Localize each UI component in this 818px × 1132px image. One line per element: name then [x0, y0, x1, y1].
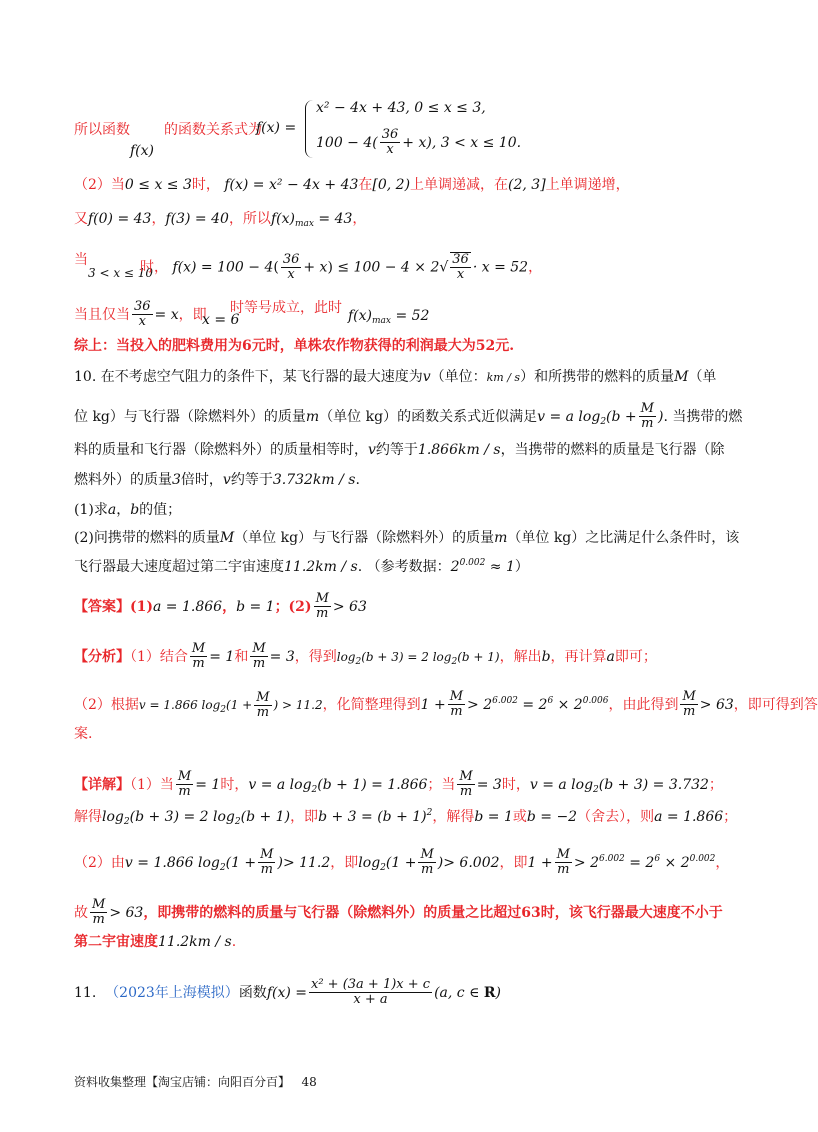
- detail-line-5: 第二宇宙速度11.2km / s.: [74, 934, 237, 950]
- text-line-2: （2）当0 ≤ x ≤ 3时， f(x) = x² − 4x + 43在[0, 2)上单调递减，在(2, 3]上单调递增，: [74, 177, 630, 193]
- text-line-1b: 的函数关系式为: [164, 122, 262, 138]
- q10-part-2b: 飞行器最大速度超过第二宇宙速度11.2km / s. （参考数据：$2^{0.002} \approx 1$）: [74, 558, 529, 575]
- detail-line-4: 故 $\frac{M}{m}$ > 63，即携带的燃料的质量与飞行器（除燃料外）的质量之比超过63时，该飞行器最大速度不小于: [74, 897, 723, 928]
- q10-line-3: 料的质量和飞行器（除燃料外）的质量相等时，v约等于1.866km / s，当携带的燃料的质量是飞行器（除: [74, 442, 725, 458]
- q10-line-1: 10. 在不考虑空气阻力的条件下，某飞行器的最大速度为v（单位：km / s）和所携带的燃料的质量M（单: [74, 369, 717, 385]
- text-line-3: 又f(0) = 43，f(3) = 40，所以$f(x)_{max} = 43$，: [74, 211, 367, 229]
- fx-equals: f(x) =: [256, 120, 297, 136]
- piecewise-brace: [305, 100, 316, 158]
- page-footer: 资料收集整理【淘宝店铺：向阳百分百】 48: [74, 1075, 317, 1089]
- case-1: x² − 4x + 43, 0 ≤ x ≤ 3,: [316, 100, 486, 116]
- q10-line-4: 燃料外）的质量3倍时，v约等于3.732km / s.: [74, 472, 360, 488]
- summary-line: 综上：当投入的肥料费用为6元时，单株农作物获得的利润最大为52元.: [74, 338, 515, 354]
- x-eq-6: x = 6: [202, 312, 240, 328]
- text-line-5b: 时等号成立，此时: [230, 300, 342, 316]
- analysis-line-3: 案.: [74, 726, 93, 742]
- q10-part-1: (1)求a，b的值；: [74, 502, 182, 518]
- range-label: 3 < x ≤ 10: [88, 266, 154, 280]
- detail-line-1: 【详解】（1）当 $\frac{M}{m}$ = 1时，v = a $\log_2(b + 1) = 1.866$；当 $\frac{M}{m}$ = 3时，v = a $\log_2(b + 3) = 3.732$；: [74, 769, 723, 800]
- text-line-4b: 时， f(x) = 100 − 4( $\frac{36}{x}$ + x) ≤ 100 − 4 × 2√ $\frac{36}{x}$ · x = 52，: [140, 251, 543, 283]
- analysis-line-1: 【分析】（1）结合 $\frac{M}{m}$ = 1和 $\frac{M}{m}$ = 3，得到$\log_2(b + 3) = 2$ $\log_2(b + 1)$，解出b，再计算a即可；: [74, 641, 657, 672]
- fmax-52: $f(x)_{max} = 52$: [348, 308, 430, 326]
- q10-part-2: (2)问携带的燃料的质量M（单位 kg）与飞行器（除燃料外）的质量m（单位 kg）之比满足什么条件时，该: [74, 530, 740, 546]
- detail-line-3: （2）由v = 1.866 $\log_2(1$ + $\frac{M}{m}$ )> 11.2，即$\log_2(1$ + $\frac{M}{m}$ )> 6.002，即1 + $\frac{M}{m}$ > $2^{6.002} = 2^6 \times 2^{0.002}$，: [74, 847, 730, 878]
- text-line-4: 当: [74, 252, 88, 268]
- fx-label: f(x): [130, 143, 155, 159]
- text: 所以函数: [74, 122, 130, 138]
- text-line-1: [74, 122, 130, 139]
- case-2: 100 − 4( $\frac{36}{x}$ + x), 3 < x ≤ 10.: [316, 127, 522, 158]
- text-line-5: 当且仅当 $\frac{36}{x}$ = x，即: [74, 299, 207, 330]
- q10-line-2: 位 kg）与飞行器（除燃料外）的质量m（单位 kg）的函数关系式近似满足v = a $\log_2(b$ + $\frac{M}{m}$ ). 当携带的燃: [74, 401, 743, 432]
- q11-line: 11. （2023年上海模拟）函数f(x) = $\frac{\text{x² + (3a + 1)x + c}}{x + a}$ (a, c ∈ R): [74, 977, 502, 1008]
- answer-line: 【答案】(1)a = 1.866，b = 1；(2) $\frac{M}{m}$ > 63: [74, 591, 367, 622]
- page-number: 48: [301, 1075, 317, 1089]
- detail-line-2: 解得$\log_2(b + 3) = 2$ $\log_2(b + 1)$，即$b + 3 = (b + 1)^2$，解得b = 1或b = −2（舍去），则a = 1.866；: [74, 808, 738, 827]
- analysis-line-2: （2）根据v = 1.866 $\log_2(1$ + $\frac{M}{m}$ ) > 11.2，化简整理得到1 + $\frac{M}{m}$ > $2^{6.002} = 2^6 \times 2^{0.006}$，由此得到 $\frac{M}{m}$ > 63，即可得到答: [74, 689, 818, 720]
